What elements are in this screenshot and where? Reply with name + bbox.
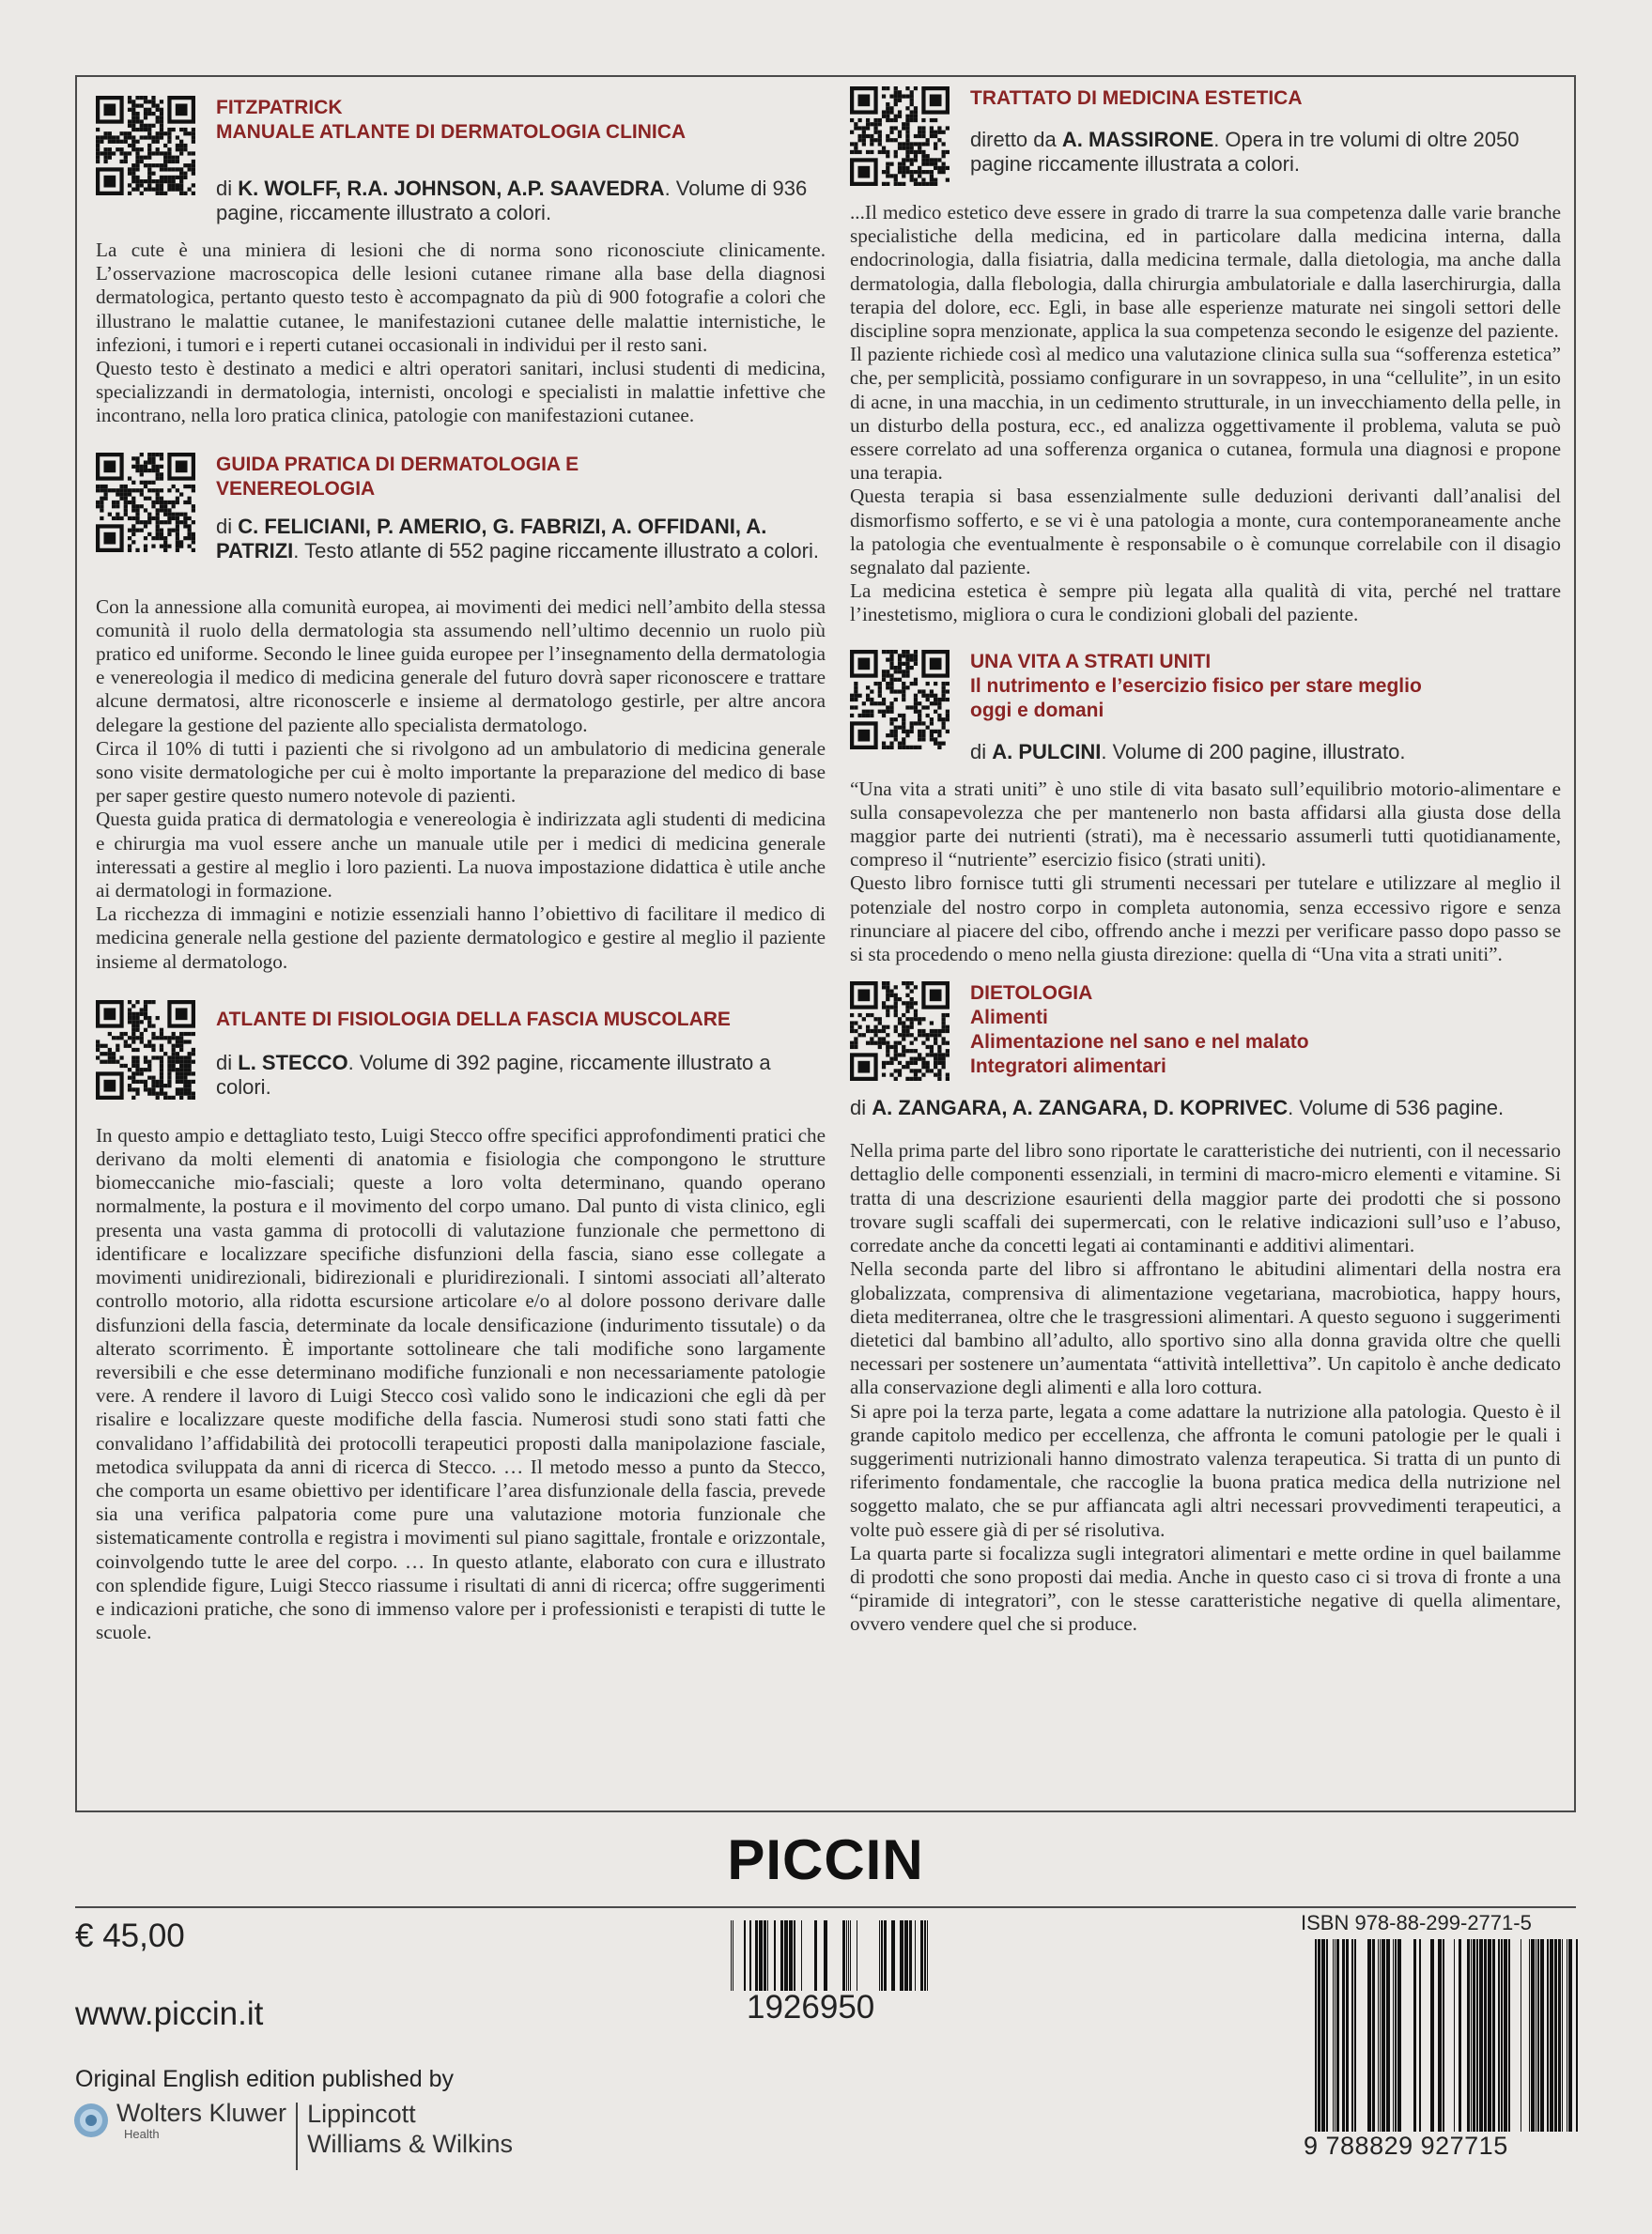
- isbn: ISBN 978-88-299-2771-5: [1301, 1911, 1532, 1934]
- qr-code-icon[interactable]: [96, 453, 195, 552]
- book-byline: di C. FELICIANI, P. AMERIO, G. FABRIZI, A. OFFIDANI, A. PATRIZI. Testo atlante di 552 pagine riccamente illustrato a colori.: [216, 514, 819, 562]
- book-title: GUIDA PRATICA DI DERMATOLOGIA E: [216, 453, 579, 475]
- book-description: Con la annessione alla comunità europea, ai movimenti dei medici nell’ambito della stessa comunità il ruolo della dermatologia sta assumendo nell’ultimo decennio un ruolo più pratico ed uniforme. Secondo le linee guida europee per l’insegnamento della dermatologia e venereologia il medico di medicina generale del futuro dovrà saper riconoscere e trattare alcune dermatosi, altre riconoscerle e insieme al dermatologo gestirle, per altre ancora delegare la gestione del paziente allo specialista dermatologo. Circa il 10% di tutti i pazienti che si rivolgono ad un ambulatorio di medicina generale sono visite dermatologiche per cui è molto importante la preparazione del medico di base per saper gestire questo numero notevole di pazienti. Questa guida pratica di dermatologia e venereologia è indirizzata agli studenti di medicina e chirurgia ma vuol essere anche un manuale utile per i medici di medicina generale interessati a gestire al meglio i loro pazienti. La nuova impostazione didattica è utile anche ai dermatologi in formazione. La ricchezza di immagini e notizie essenziali hanno l’obiettivo di facilitare il medico di medicina generale nella gestione del paziente dermatologico e gestire al meglio il paziente insieme al dermatologo.: [96, 594, 826, 973]
- internal-code: 1926950: [747, 1989, 875, 2026]
- original-edition-note: Original English edition published by: [75, 2066, 455, 2092]
- book-authors: C. FELICIANI, P. AMERIO, G. FABRIZI, A. OFFIDANI, A. PATRIZI: [216, 514, 767, 562]
- book-authors: A. ZANGARA, A. ZANGARA, D. KOPRIVEC: [872, 1096, 1289, 1120]
- book-byline: di A. PULCINI. Volume di 200 pagine, illustrato.: [970, 739, 1406, 763]
- book-byline: diretto da A. MASSIRONE. Opera in tre volumi di oltre 2050 pagine riccamente illustrata a colori.: [970, 128, 1520, 176]
- book-subtitle: Integratori alimentari: [970, 1055, 1166, 1078]
- ean-digits: 9 788829 927715: [1304, 2132, 1508, 2160]
- book-authors: A. PULCINI: [992, 739, 1102, 763]
- book-byline: di K. WOLFF, R.A. JOHNSON, A.P. SAAVEDRA. Volume di 936 pagine, riccamente illustrato a colori.: [216, 177, 808, 224]
- book-authors: K. WOLFF, R.A. JOHNSON, A.P. SAAVEDRA: [238, 177, 665, 200]
- book-description: “Una vita a strati uniti” è uno stile di vita basato sull’equilibrio motorio-alimentare e sulla consapevolezza che per mantenerlo non basta affidarsi alla giusta dose della maggior parte dei nutrienti (strati), ma è necessario assumerli tutti quotidianamente, compreso il “nutriente” esercizio fisico (strati uniti). Questo libro fornisce tutti gli strumenti necessari per tutelare e utilizzare al meglio il potenziale del nostro corpo in completa autonomia, senza eccessivo rigore e senza rinunciare al piacere del cibo, offrendo anche i mezzi per verificare passo dopo passo se si sta procedendo o meno nella giusta direzione: quella di “Una vita a strati uniti”.: [850, 777, 1561, 966]
- book-dietologia: [850, 981, 1561, 1636]
- book-subtitle: Alimentazione nel sano e nel malato: [970, 1031, 1309, 1054]
- qr-code-icon[interactable]: [850, 650, 950, 749]
- price: € 45,00: [75, 1918, 185, 1954]
- book-title: ATLANTE DI FISIOLOGIA DELLA FASCIA MUSCOLARE: [216, 1008, 731, 1030]
- publisher-logo: PICCIN: [727, 1827, 924, 1891]
- book-medicina-estetica: [850, 86, 1561, 627]
- lww-line-2: Williams & Wilkins: [307, 2130, 514, 2158]
- lww-line-1: Lippincott: [307, 2100, 416, 2128]
- book-vita-strati-uniti: [850, 650, 1561, 967]
- book-authors: A. MASSIRONE: [1061, 128, 1214, 151]
- logo-separator: [296, 2103, 298, 2170]
- book-description: ...Il medico estetico deve essere in grado di trarre la sua competenza dalle varie branche specialistiche della medicina, ed in particolare dalla medicina interna, dalla endocrinologia, dalla fisiatria, dalla medicina termale, dalla dietologia, ma anche dalla dermatologia, dalla flebologia, dalla chirurgia ambulatoriale e dalla laserchirurgia, dalla terapia del dolore, ecc. Egli, in base alle esperienze maturate nei singoli settori delle discipline sopra menzionate, applica la sua competenza secondo le esigenze del paziente. Il paziente richiede così al medico una valutazione clinica sulla sua “sofferenza estetica” che, per semplicità, possiamo configurare in un sovrappeso, in una “cellulite”, in un esito di acne, in una macchia, in un cedimento strutturale, in un invecchiamento della pelle, in un disturbo della postura, ecc., ed analizza oggettivamente il problema, valuta se può essere correlato ad una sofferenza organica o cutanea, formula una diagnosi e propone una terapia. Questa terapia si basa essenzialmente sulle deduzioni derivanti dall’analisi del dismorfismo sofferto, e se vi è una patologia a monte, cura contemporaneamente anche la patologia che eventualmente è responsabile o è comunque correlabile con il disagio segnalato dal paziente. La medicina estetica è sempre più legata alla qualità di vita, perché nel trattare l’inestetismo, migliora o cura le condizioni globali del paziente.: [850, 201, 1561, 626]
- book-authors: L. STECCO: [238, 1050, 348, 1074]
- book-subtitle: oggi e domani: [970, 699, 1104, 721]
- wolters-kluwer-logo-icon: [73, 2103, 109, 2138]
- book-description: Nella prima parte del libro sono riportate le caratteristiche dei nutrienti, con il necessario dettaglio delle componenti essenziali, in termini di macro-micro elementi e vitamine. Si tratta di una descrizione esaurienti della maggior parte dei prodotti che si possono trovare sugli scaffali dei supermercati, con le relative indicazioni sull’uso e l’abuso, corredate anche da concetti legati ai contaminanti e additivi alimentari. Nella seconda parte del libro si affrontano le abitudini alimentari della nostra era globalizzata, comprensiva di alimentazione vegetariana, macrobiotica, happy hours, dieta mediterranea, oltre che le trasgressioni alimentari. A questo seguono i suggerimenti dietetici dal bambino all’adulto, allo sportivo sino alla donna gravida oltre che quelli necessari per sostenere un’aumentata “attività intellettiva”. Un capitolo è anche dedicato alla conservazione degli alimenti e alla loro cottura. Si apre poi la terza parte, legata a come adattare la nutrizione alla patologia. Questo è il grande capitolo medico per eccellenza, che affronta le comuni patologie per le quali i suggerimenti nutrizionali hanno dimostrato valenza terapeutica. Si tratta di un punto di riferimento fondamentale, che raccoglie la buona pratica medica della nutrizione nel soggetto malato, che se pur affiancata agli altri necessari provvedimenti terapeutici, a volte può essere già di per sé risolutiva. La quarta parte si focalizza sugli integratori alimentari e mette ordine in quel bailamme di prodotti che sono proposti dai media. Anche in questo caso ci si trova di fronte a una “piramide di integratori”, con le stesse caratteristiche negative di quella alimentare, ovvero vendere quel che si produce.: [850, 1139, 1561, 1636]
- book-description: In questo ampio e dettagliato testo, Luigi Stecco offre specifici approfondimenti pratici che derivano da molti elementi di anatomia e fisiologia che compongono le strutture biomeccaniche mio-fasciali; queste a loro volta determinano, quando operano normalmente, la postura e il movimento del corpo umano. Dal punto di vista clinico, egli presenta una vasta gamma di protocolli di valutazione funzionale che permettono di identificare e localizzare specifiche disfunzioni della fascia, siano esse collegate a movimenti unidirezionali, bidirezionali e pluridirezionali. I sintomi associati all’alterato controllo motorio, alla ridotta escursione articolare e/o al dolore possono derivare dalle disfunzioni della fascia, determinate da locale densificazione (indurimento tissutale) o da alterato scorrimento. È importante sottolineare che tali modifiche sono largamente reversibili e che esse determinano modifiche funzionali e non necessariamente patologie vere. A rendere il lavoro di Luigi Stecco così valido sono le indicazioni che egli dà per risalire e localizzare queste modifiche della fascia. Numerosi studi sono stati fatti che convalidano l’affidabilità dei protocolli terapeutici proposti dalla manipolazione fasciale, metodica sviluppata da anni di ricerca di Stecco. … Il metodo messo a punto da Stecco, che comporta un esame obiettivo per identificare l’area disfunzionale della fascia, prevede sia una verifica palpatoria come pure una valutazione motoria funzionale che sistematicamente controlla e registra i movimenti sul piano sagittale, frontale e orizzontale, coinvolgendo tutte le aree del corpo. … In questo atlante, elaborato con cura e illustrato con splendide figure, Luigi Stecco riassume i risultati di anni di ricerca; offre suggerimenti e indicazioni pratiche, che sono di immenso valore per i professionisti e terapisti di tutte le scuole.: [96, 1123, 826, 1644]
- catalog-frame: [75, 75, 1576, 1812]
- book-guida-pratica: [96, 453, 826, 974]
- barcode-icon: [728, 1920, 930, 1991]
- right-column: [850, 77, 1561, 1637]
- book-byline: di L. STECCO. Volume di 392 pagine, riccamente illustrato a colori.: [216, 1050, 771, 1099]
- book-title: FITZPATRICK: [216, 97, 343, 118]
- qr-code-icon[interactable]: [96, 96, 195, 195]
- qr-code-icon[interactable]: [850, 86, 950, 186]
- book-subtitle: Alimenti: [970, 1007, 1048, 1029]
- qr-code-icon[interactable]: [96, 1000, 195, 1100]
- book-title: DIETOLOGIA: [970, 982, 1093, 1005]
- book-description: La cute è una miniera di lesioni che di norma sono riconosciute clinicamente. L’osservazione macroscopica delle lesioni cutanee rimane alla base della diagnosi dermatologica, pertanto questo testo è accompagnato da più di 900 fotografie a colori che illustrano le malattie cutanee, le manifestazioni cutanee delle malattie internistiche, le infezioni, i tumori e i reperti cutanei occasionali in individui per il resto sani. Questo testo è destinato a medici e altri operatori sanitari, inclusi studenti di medicina, specializzandi in dermatologia, internisti, oncologi e specialisti in malattie infettive che incontrano, nella loro pratica clinica, patologie con manifestazioni cutanee.: [96, 239, 826, 427]
- divider: [75, 1906, 1576, 1908]
- book-title: UNA VITA A STRATI UNITI: [970, 650, 1212, 672]
- wk-name: Wolters Kluwer: [116, 2099, 287, 2127]
- wolters-kluwer-logo: [73, 2099, 513, 2170]
- book-fitzpatrick: [96, 96, 826, 428]
- website-link[interactable]: www.piccin.it: [75, 1995, 264, 2032]
- book-title: VENEREOLOGIA: [216, 477, 376, 500]
- book-subtitle: Il nutrimento e l’esercizio fisico per stare meglio: [970, 674, 1422, 697]
- qr-code-icon[interactable]: [850, 981, 950, 1081]
- book-title: TRATTATO DI MEDICINA ESTETICA: [970, 87, 1303, 109]
- barcode-icon: [1315, 1939, 1578, 2132]
- left-column: [96, 77, 826, 1644]
- book-title: MANUALE ATLANTE DI DERMATOLOGIA CLINICA: [216, 121, 687, 143]
- wk-health: Health: [124, 2127, 160, 2141]
- book-atlante-fascia: [96, 1000, 826, 1644]
- book-byline: di A. ZANGARA, A. ZANGARA, D. KOPRIVEC. Volume di 536 pagine.: [850, 1096, 1505, 1120]
